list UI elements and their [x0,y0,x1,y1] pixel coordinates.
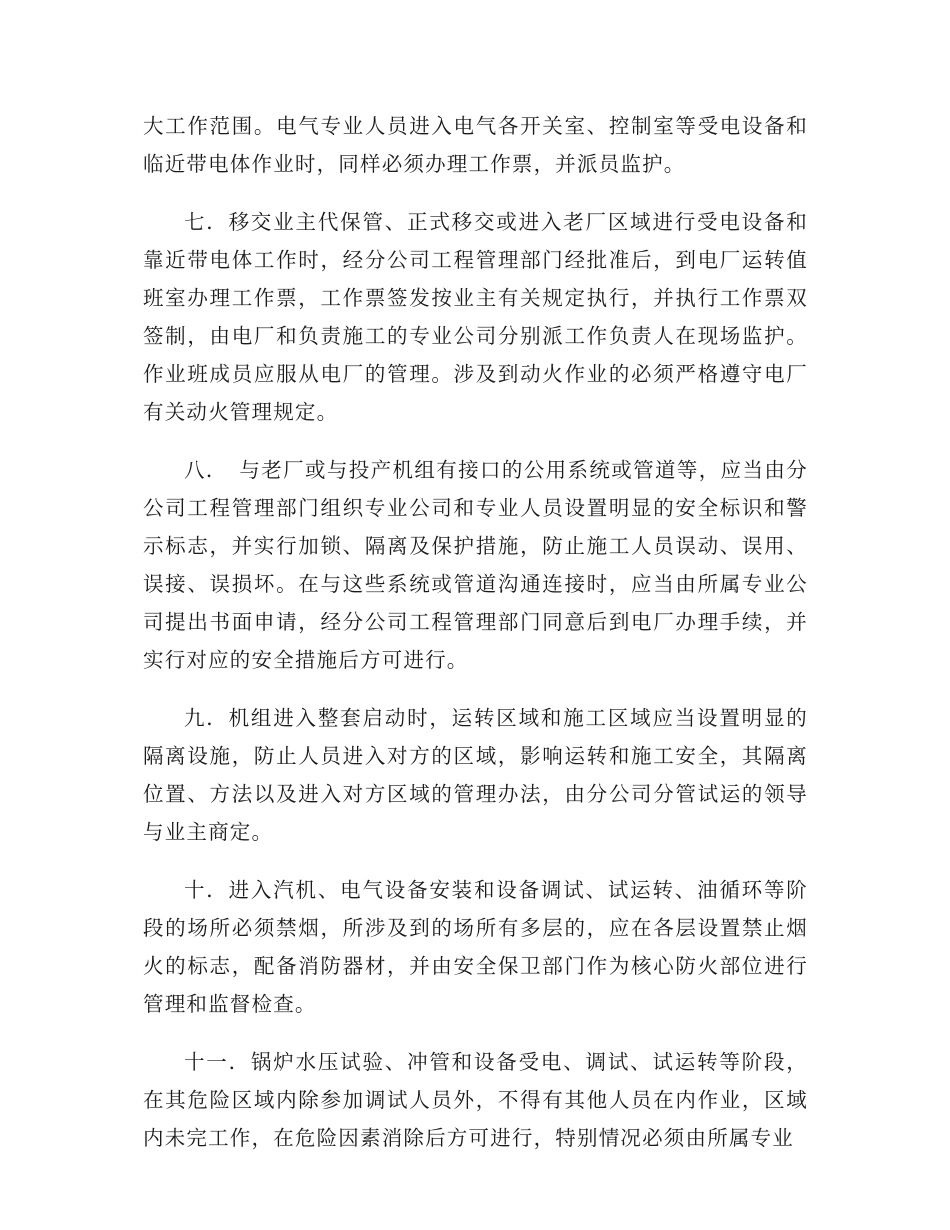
document-body [143,107,808,1177]
paragraph-item-10: 十．进入汽机、电气设备安装和设备调试、试运转、油循环等阶段的场所必须禁烟，所涉及到的场所有多层的，应在各层设置禁止烟火的标志，配备消防器材，并由安全保卫部门作为核心防火部位进行管理和监督检查。 [143,878,808,1016]
paragraph-item-9: 九．机组进入整套启动时，运转区域和施工区域应当设置明显的隔离设施，防止人员进入对方的区域，影响运转和施工安全，其隔离位置、方法以及进入对方区域的管理办法，由分公司分管试运的领导与业主商定。 [143,706,808,844]
paragraph-continuation: 大工作范围。电气专业人员进入电气各开关室、控制室等受电设备和临近带电体作业时，同样必须办理工作票，并派员监护。 [143,114,808,176]
paragraph-item-11: 十一．锅炉水压试验、冲管和设备受电、调试、试运转等阶段，在其危险区域内除参加调试人员外，不得有其他人员在内作业，区域内未完工作，在危险因素消除后方可进行，特别情况必须由所属专业 [143,1050,808,1150]
paragraph-item-7: 七．移交业主代保管、正式移交或进入老厂区域进行受电设备和靠近带电体工作时，经分公司工程管理部门经批准后，到电厂运转值班室办理工作票，工作票签发按业主有关规定执行，并执行工作票双签制，由电厂和负责施工的专业公司分别派工作负责人在现场监护。作业班成员应服从电厂的管理。涉及到动火作业的必须严格遵守电厂有关动火管理规定。 [143,210,808,424]
paragraph-item-8: 八． 与老厂或与投产机组有接口的公用系统或管道等，应当由分公司工程管理部门组织专业公司和专业人员设置明显的安全标识和警示标志，并实行加锁、隔离及保护措施，防止施工人员误动、误用、误接、误损坏。在与这些系统或管道沟通连接时，应当由所属专业公司提出书面申请，经分公司工程管理部门同意后到电厂办理手续，并实行对应的安全措施后方可进行。 [143,458,808,672]
